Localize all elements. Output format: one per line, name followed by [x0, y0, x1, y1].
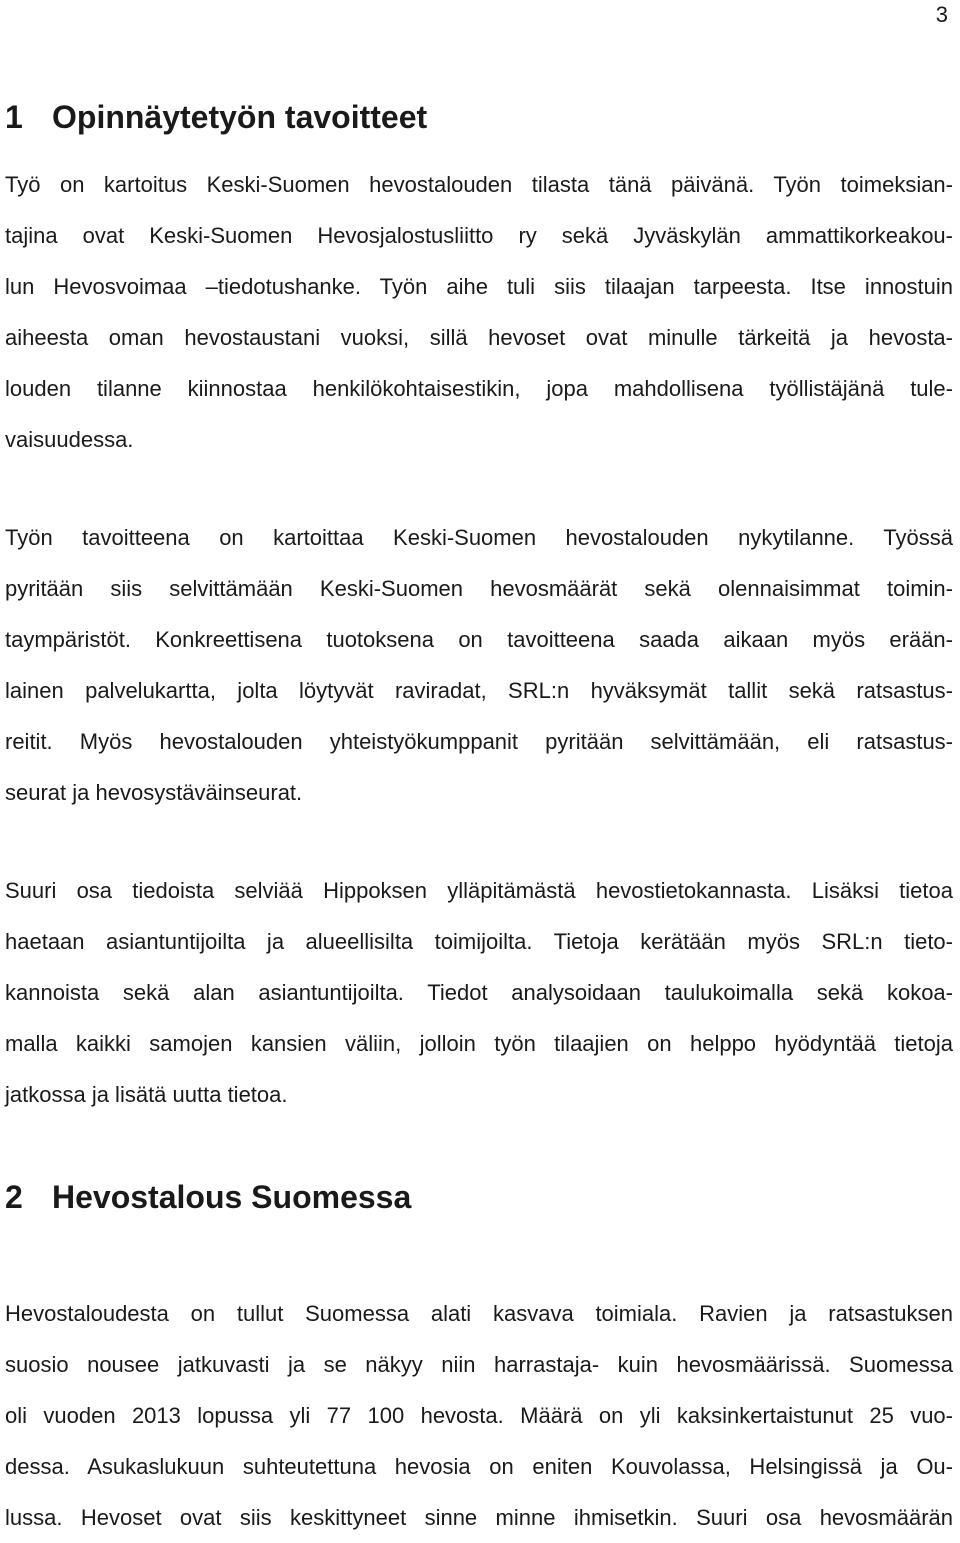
paragraph-3	[5, 865, 953, 1120]
section-title: Hevostalous Suomessa	[52, 1179, 412, 1215]
text-line: lun Hevosvoimaa –tiedotushanke. Työn aihe tuli siis tilaajan tarpeesta. Itse innostuin	[5, 274, 953, 299]
text-line: suosio nousee jatkuvasti ja se näkyy niin harrastaja- kuin hevosmäärissä. Suomessa	[5, 1352, 953, 1377]
text-line: jatkossa ja lisätä uutta tietoa.	[5, 1082, 288, 1107]
text-line: Suuri osa tiedoista selviää Hippoksen ylläpitämästä hevostietokannasta. Lisäksi tietoa	[5, 878, 953, 903]
text-line: lainen palvelukartta, jolta löytyvät raviradat, SRL:n hyväksymät tallit sekä ratsastus-	[5, 678, 953, 703]
section-title: Opinnäytetyön tavoitteet	[52, 99, 428, 135]
text-line: vaisuudessa.	[5, 427, 134, 452]
page-number: 3	[935, 2, 948, 27]
text-line: kannoista sekä alan asiantuntijoilta. Tiedot analysoidaan taulukoimalla sekä kokoa-	[5, 980, 953, 1005]
section-number: 1	[5, 99, 23, 135]
section-heading-1	[5, 97, 427, 137]
text-line: taympäristöt. Konkreettisena tuotoksena on tavoitteena saada aikaan myös erään-	[5, 627, 953, 652]
paragraph-4	[5, 1288, 953, 1543]
text-line: oli vuoden 2013 lopussa yli 77 100 hevosta. Määrä on yli kaksinkertaistunut 25 vuo-	[5, 1403, 953, 1428]
section-number: 2	[5, 1179, 23, 1215]
section-heading-2	[5, 1177, 411, 1217]
text-line: haetaan asiantuntijoilta ja alueellisilta toimijoilta. Tietoja kerätään myös SRL:n tieto-	[5, 929, 953, 954]
paragraph-1	[5, 159, 953, 465]
text-line: dessa. Asukaslukuun suhteutettuna hevosia on eniten Kouvolassa, Helsingissä ja Ou-	[5, 1454, 953, 1479]
text-line: tajina ovat Keski-Suomen Hevosjalostusliitto ry sekä Jyväskylän ammattikorkeakou-	[5, 223, 953, 248]
text-line: reitit. Myös hevostalouden yhteistyökumppanit pyritään selvittämään, eli ratsastus-	[5, 729, 953, 754]
text-line: lussa. Hevoset ovat siis keskittyneet sinne minne ihmisetkin. Suuri osa hevosmäärän	[5, 1505, 953, 1530]
text-line: pyritään siis selvittämään Keski-Suomen hevosmäärät sekä olennaisimmat toimin-	[5, 576, 953, 601]
text-line: Työn tavoitteena on kartoittaa Keski-Suomen hevostalouden nykytilanne. Työssä	[5, 525, 953, 550]
text-line: louden tilanne kiinnostaa henkilökohtaisestikin, jopa mahdollisena työllistäjänä tule-	[5, 376, 953, 401]
paragraph-2	[5, 512, 953, 818]
text-line: seurat ja hevosystäväinseurat.	[5, 780, 303, 805]
text-line: Hevostaloudesta on tullut Suomessa alati kasvava toimiala. Ravien ja ratsastuksen	[5, 1301, 953, 1326]
text-line: aiheesta oman hevostaustani vuoksi, sillä hevoset ovat minulle tärkeitä ja hevosta-	[5, 325, 953, 350]
text-line: malla kaikki samojen kansien väliin, jolloin työn tilaajien on helppo hyödyntää tietoja	[5, 1031, 953, 1056]
text-line: Työ on kartoitus Keski-Suomen hevostalouden tilasta tänä päivänä. Työn toimeksian-	[5, 172, 953, 197]
